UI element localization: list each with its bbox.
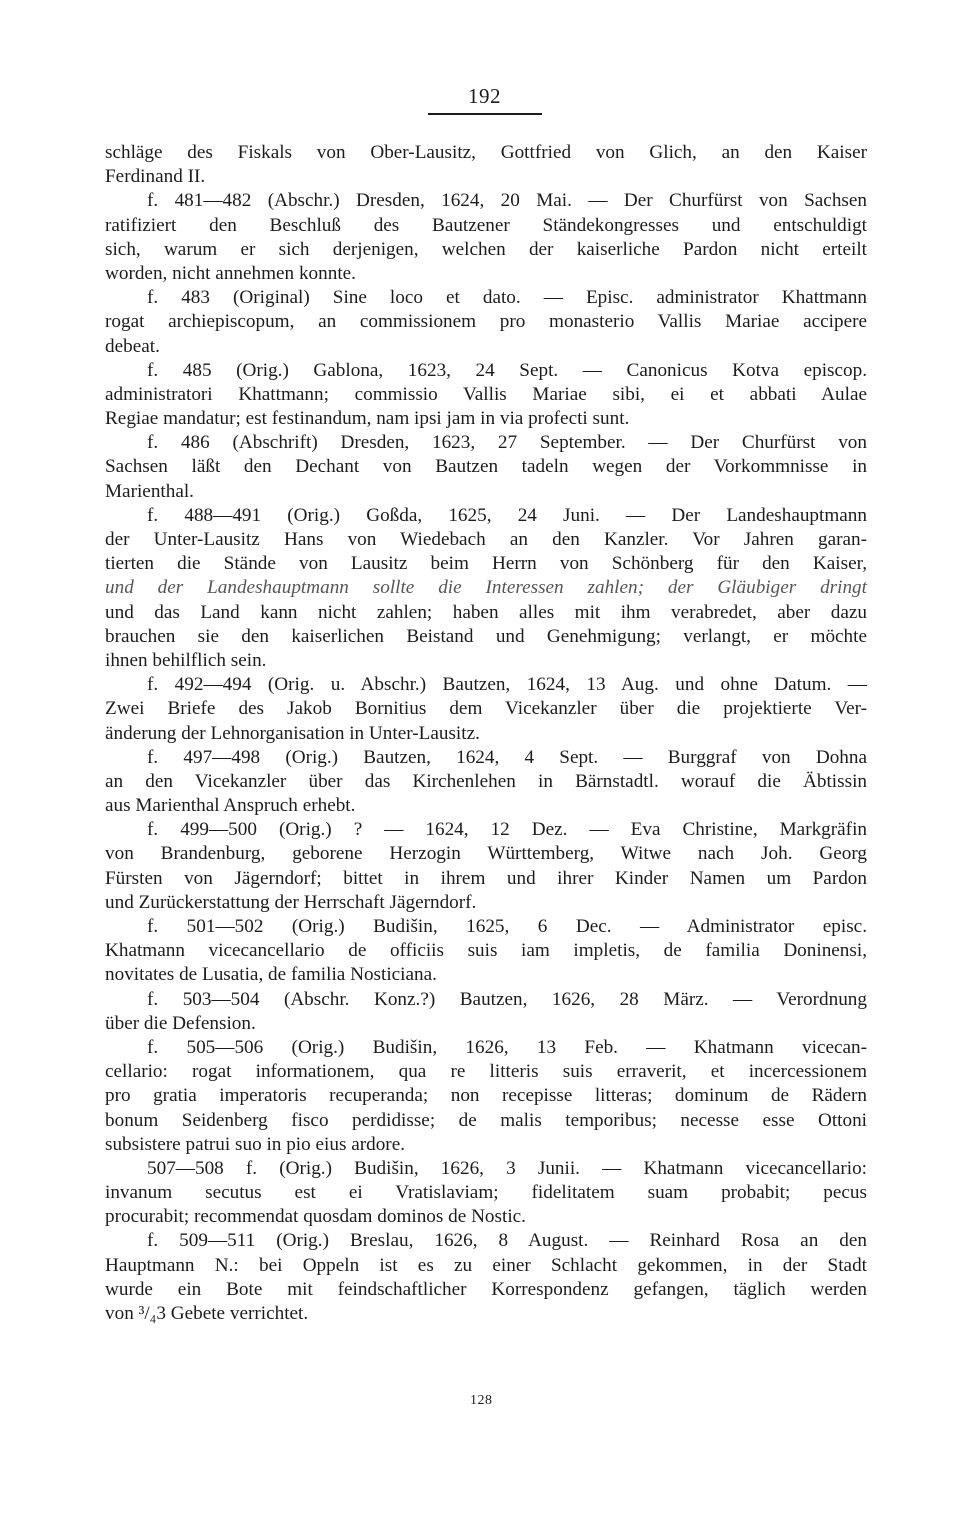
- text-line: subsistere patrui suo in pio eius ardore.: [105, 1133, 406, 1155]
- text-line: brauchen sie den kaiserlichen Beistand und Genehmigung; verlangt, er möchte: [105, 625, 867, 647]
- text-line: ratifiziert den Beschluß des Bautzener Ständekongresses und entschuldigt: [105, 214, 867, 236]
- text-line: f. 486 (Abschrift) Dresden, 1623, 27 September. — Der Churfürst von: [147, 432, 867, 454]
- text-line: f. 501—502 (Orig.) Budišin, 1625, 6 Dec. — Administrator episc.: [147, 916, 867, 937]
- text-line: f. 509—511 (Orig.) Breslau, 1626, 8 August. — Reinhard Rosa an den: [147, 1230, 867, 1252]
- text-line: Zwei Briefe des Jakob Bornitius dem Vicekanzler über die projektierte Ver-: [105, 698, 867, 720]
- text-line: tierten die Stände von Lausitz beim Herrn von Schönberg für den Kaiser,: [105, 553, 867, 575]
- text-line: f. 481—482 (Abschr.) Dresden, 1624, 20 Mai. — Der Churfürst von Sachsen: [147, 190, 867, 212]
- text-line: Hauptmann N.: bei Oppeln ist es zu einer Schlacht gekommen, in der Stadt: [105, 1254, 867, 1276]
- text-line: an den Vicekanzler über das Kirchenlehen in Bärnstadtl. worauf die Äbtissin: [105, 770, 867, 792]
- text-line: Fürsten von Jägerndorf; bittet in ihrem und ihrer Kinder Namen um Pardon: [105, 867, 867, 889]
- text-line: von ³/₄3 Gebete verrichtet.: [105, 1303, 309, 1324]
- text-line: cellario: rogat informationem, qua re litteris suis erraverit, et incercessionem: [105, 1061, 867, 1083]
- text-line: Marienthal.: [105, 480, 194, 502]
- text-line: Regiae mandatur; est festinandum, nam ipsi jam in via profecti sunt.: [105, 408, 630, 430]
- text-line: rogat archiepiscopum, an commissionem pro monasterio Vallis Mariae accipere: [105, 311, 867, 333]
- text-line: änderung der Lehnorganisation in Unter-Lausitz.: [105, 722, 480, 744]
- text-line: f. 483 (Original) Sine loco et dato. — Episc. administrator Khattmann: [147, 287, 867, 309]
- text-line: Khatmann vicecancellario de officiis suis iam impletis, de familia Doninensi,: [105, 940, 867, 962]
- text-line: f. 497—498 (Orig.) Bautzen, 1624, 4 Sept. — Burggraf von Dohna: [147, 746, 867, 768]
- text-line: 507—508 f. (Orig.) Budišin, 1626, 3 Junii. — Khatmann vicecancellario:: [147, 1157, 867, 1179]
- body-text: [105, 141, 867, 1326]
- text-line: Sachsen läßt den Dechant von Bautzen tadeln wegen der Vorkommnisse in: [105, 456, 867, 478]
- text-line: administratori Khattmann; commissio Vallis Mariae sibi, ei et abbati Aulae: [105, 383, 867, 405]
- text-line: worden, nicht annehmen konnte.: [105, 262, 356, 284]
- text-line: f. 505—506 (Orig.) Budišin, 1626, 13 Feb. — Khatmann vicecan-: [147, 1036, 867, 1058]
- text-line: procurabit; recommendat quosdam dominos de Nostic.: [105, 1206, 526, 1228]
- text-line: debeat.: [105, 335, 160, 357]
- text-line: wurde ein Bote mit feindschaftlicher Korrespondenz gefangen, täglich werden: [105, 1278, 867, 1300]
- text-line: und Zurückerstattung der Herrschaft Jägerndorf.: [105, 891, 477, 913]
- footer-page-number: 128: [470, 1393, 493, 1408]
- text-line: Ferdinand II.: [105, 166, 206, 188]
- text-line: ihnen behilflich sein.: [105, 649, 267, 671]
- text-line: schläge des Fiskals von Ober-Lausitz, Gottfried von Glich, an den Kaiser: [105, 142, 867, 163]
- page-number-rule: [428, 113, 542, 115]
- text-line: aus Marienthal Anspruch erhebt.: [105, 795, 356, 817]
- text-line: f. 485 (Orig.) Gablona, 1623, 24 Sept. — Canonicus Kotva episcop.: [147, 359, 867, 381]
- text-line: sich, warum er sich derjenigen, welchen der kaiserliche Pardon nicht erteilt: [105, 238, 867, 260]
- text-line: und der Landeshauptmann sollte die Interessen zahlen; der Gläubiger dringt: [105, 577, 867, 599]
- text-line: pro gratia imperatoris recuperanda; non recepisse litteras; dominum de Rädern: [105, 1085, 867, 1107]
- text-line: f. 499—500 (Orig.) ? — 1624, 12 Dez. — Eva Christine, Markgräfin: [147, 819, 867, 841]
- text-line: novitates de Lusatia, de familia Nosticiana.: [105, 964, 437, 986]
- text-line: f. 492—494 (Orig. u. Abschr.) Bautzen, 1624, 13 Aug. und ohne Datum. —: [147, 674, 867, 696]
- text-line: der Unter-Lausitz Hans von Wiedebach an den Kanzler. Vor Jahren garan-: [105, 529, 867, 550]
- text-line: f. 488—491 (Orig.) Goßda, 1625, 24 Juni. — Der Landeshauptmann: [147, 504, 867, 526]
- text-line: über die Defension.: [105, 1012, 256, 1034]
- text-line: und das Land kann nicht zahlen; haben alles mit ihm verabredet, aber dazu: [105, 601, 867, 623]
- page-number: 192: [468, 84, 501, 108]
- text-line: bonum Seidenberg fisco perdidisse; de malis temporibus; necesse esse Ottoni: [105, 1109, 867, 1131]
- text-line: invanum secutus est ei Vratislaviam; fidelitatem suam probabit; pecus: [105, 1182, 867, 1204]
- text-line: von Brandenburg, geborene Herzogin Württemberg, Witwe nach Joh. Georg: [105, 843, 867, 865]
- text-line: f. 503—504 (Abschr. Konz.?) Bautzen, 1626, 28 März. — Verordnung: [147, 988, 867, 1010]
